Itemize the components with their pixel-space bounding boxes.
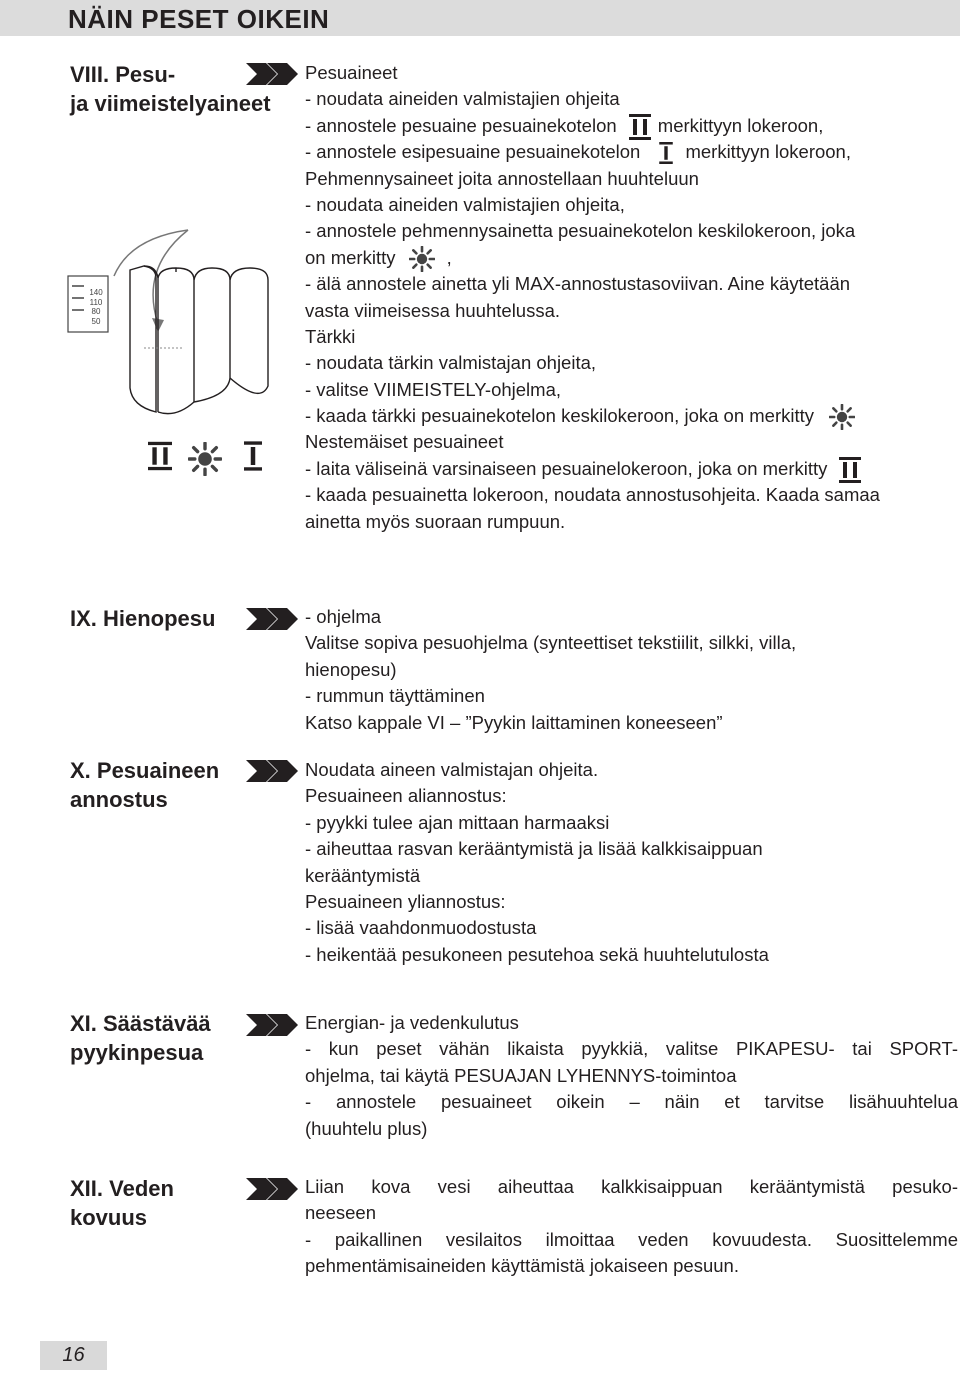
- text-fragment: - annostele esipesuaine pesuainekotelon: [305, 141, 641, 163]
- text-line: - ohjelma: [305, 606, 382, 627]
- text-line: ainetta myös suoraan rumpuun.: [305, 510, 566, 532]
- scale-label: 140: [89, 288, 103, 297]
- double-arrow-icon: [246, 760, 298, 782]
- text-line: - noudata aineiden valmistajien ohjeita: [305, 88, 620, 110]
- section-xii-title: [70, 1174, 174, 1232]
- section-title-line: XII. Veden: [70, 1176, 174, 1201]
- section-title-line: ja viimeistelyaineet: [70, 91, 271, 116]
- section-title-line: VIII. Pesu-: [70, 62, 176, 87]
- scale-label: 110: [89, 298, 103, 307]
- text-line: Nestemäiset pesuaineet: [305, 431, 504, 453]
- text-fragment: - kaada tärkki pesuainekotelon keskilokeroon, joka on merkitty: [305, 405, 815, 427]
- starch-flower-icon: [829, 404, 855, 430]
- text-fragment: on merkitty: [305, 246, 396, 268]
- text-line: pehmentämisaineiden käyttämistä jokaiseen pesuun.: [305, 1255, 739, 1277]
- double-arrow-icon: [246, 63, 298, 85]
- text-line: - heikentää pesukoneen pesutehoa sekä huuhtelutulosta: [305, 943, 769, 965]
- text-fragment: - laita väliseinä varsinaiseen pesuainelokeroon, joka on merkitty: [305, 457, 828, 479]
- text-fragment: ,: [446, 246, 452, 268]
- softener-flower-icon: [189, 443, 221, 475]
- section-x-body: [305, 757, 769, 968]
- compartment-ii-icon: [839, 457, 861, 483]
- double-arrow-icon: [246, 1014, 298, 1036]
- page-title: NÄIN PESET OIKEIN: [68, 4, 330, 34]
- text-line: vasta viimeisessa huuhtelussa.: [305, 299, 561, 321]
- text-line: Tärkki: [305, 325, 356, 347]
- section-viii-title: [70, 60, 271, 118]
- text-line: - annostele pehmennysainetta pesuainekotelon keskilokeroon, joka: [305, 220, 856, 242]
- section-ix-title: [70, 604, 215, 633]
- text-line: [305, 456, 880, 482]
- section-x-title: [70, 756, 219, 814]
- compartment-i-icon: [657, 142, 675, 164]
- text-line: Pehmennysaineet joita annostellaan huuhteluun: [305, 167, 699, 189]
- text-line: - noudata tärkin valmistajan ohjeita,: [305, 352, 597, 374]
- text-line: hienopesu): [305, 658, 397, 680]
- section-xii-body: [305, 1174, 958, 1280]
- measure-scale: [68, 276, 108, 332]
- text-fragment: merkittyyn lokeroon,: [657, 114, 824, 136]
- text-line: - pyykki tulee ajan mittaan harmaaksi: [305, 811, 610, 833]
- text-line: - paikallinen vesilaitos ilmoittaa veden kovuudesta. Suosittelemme: [305, 1228, 958, 1250]
- section-viii-body: [305, 60, 880, 535]
- section-title-line: kovuus: [70, 1205, 148, 1230]
- section-xi-title: [70, 1009, 211, 1067]
- section-xi-body: [305, 1010, 958, 1142]
- text-line: [305, 403, 880, 429]
- compartment-ii-icon: [628, 114, 652, 140]
- softener-flower-icon: [409, 246, 435, 272]
- text-line: - älä annostele ainetta yli MAX-annostustasoviivan. Aine käytetään: [305, 273, 851, 295]
- text-line: Pesuaineen yliannostus:: [305, 890, 506, 912]
- text-line: Pesuaineet: [305, 62, 398, 83]
- text-line: [305, 245, 880, 271]
- text-line: Noudata aineen valmistajan ohjeita.: [305, 759, 599, 780]
- page-number: 16: [40, 1341, 107, 1370]
- text-line: Liian kova vesi aiheuttaa kalkkisaippuan kerääntymistä pesuko-: [305, 1176, 958, 1197]
- double-arrow-icon: [246, 1178, 298, 1200]
- text-line: [305, 113, 880, 139]
- text-line: - valitse VIIMEISTELY-ohjelma,: [305, 378, 562, 400]
- text-line: - kaada pesuainetta lokeroon, noudata annostusohjeita. Kaada samaa: [305, 484, 880, 506]
- section-title-line: IX. Hienopesu: [70, 606, 216, 631]
- text-line: (huuhtelu plus): [305, 1117, 428, 1139]
- section-ix-body: [305, 604, 796, 736]
- text-line: - noudata aineiden valmistajien ohjeita,: [305, 193, 625, 215]
- text-fragment: merkittyyn lokeroon,: [685, 141, 851, 163]
- text-line: - rummun täyttäminen: [305, 685, 485, 707]
- text-line: - kun peset vähän likaista pyykkiä, valitse PIKAPESU- tai SPORT-: [305, 1038, 958, 1060]
- text-line: [305, 139, 880, 165]
- detergent-drawer-illustration: [60, 228, 280, 490]
- compartment-ii-icon: [148, 442, 172, 470]
- text-line: - lisää vaahdonmuodostusta: [305, 917, 537, 939]
- text-line: Valitse sopiva pesuohjelma (synteettiset tekstiilit, silkki, villa,: [305, 632, 797, 654]
- text-line: kerääntymistä: [305, 864, 421, 886]
- compartment-i-icon: [244, 441, 262, 470]
- scale-label: 80: [91, 307, 101, 316]
- text-line: Pesuaineen aliannostus:: [305, 785, 507, 807]
- text-line: neeseen: [305, 1202, 376, 1224]
- drawer-compartments: [130, 266, 268, 414]
- section-title-line: XI. Säästävää: [70, 1011, 211, 1036]
- double-arrow-icon: [246, 608, 298, 630]
- text-line: Katso kappale VI – ”Pyykin laittaminen koneeseen”: [305, 711, 723, 733]
- scale-label: 50: [91, 317, 101, 326]
- text-line: - annostele pesuaineet oikein – näin et tarvitse lisähuuhtelua: [305, 1091, 958, 1113]
- section-title-line: pyykinpesua: [70, 1040, 204, 1065]
- section-title-line: X. Pesuaineen: [70, 758, 220, 783]
- text-line: - aiheuttaa rasvan kerääntymistä ja lisää kalkkisaippuan: [305, 838, 763, 860]
- text-line: ohjelma, tai käytä PESUAJAN LYHENNYS-toimintoa: [305, 1064, 737, 1086]
- text-fragment: - annostele pesuaine pesuainekotelon: [305, 114, 617, 136]
- section-title-line: annostus: [70, 787, 168, 812]
- text-line: Energian- ja vedenkulutus: [305, 1012, 519, 1033]
